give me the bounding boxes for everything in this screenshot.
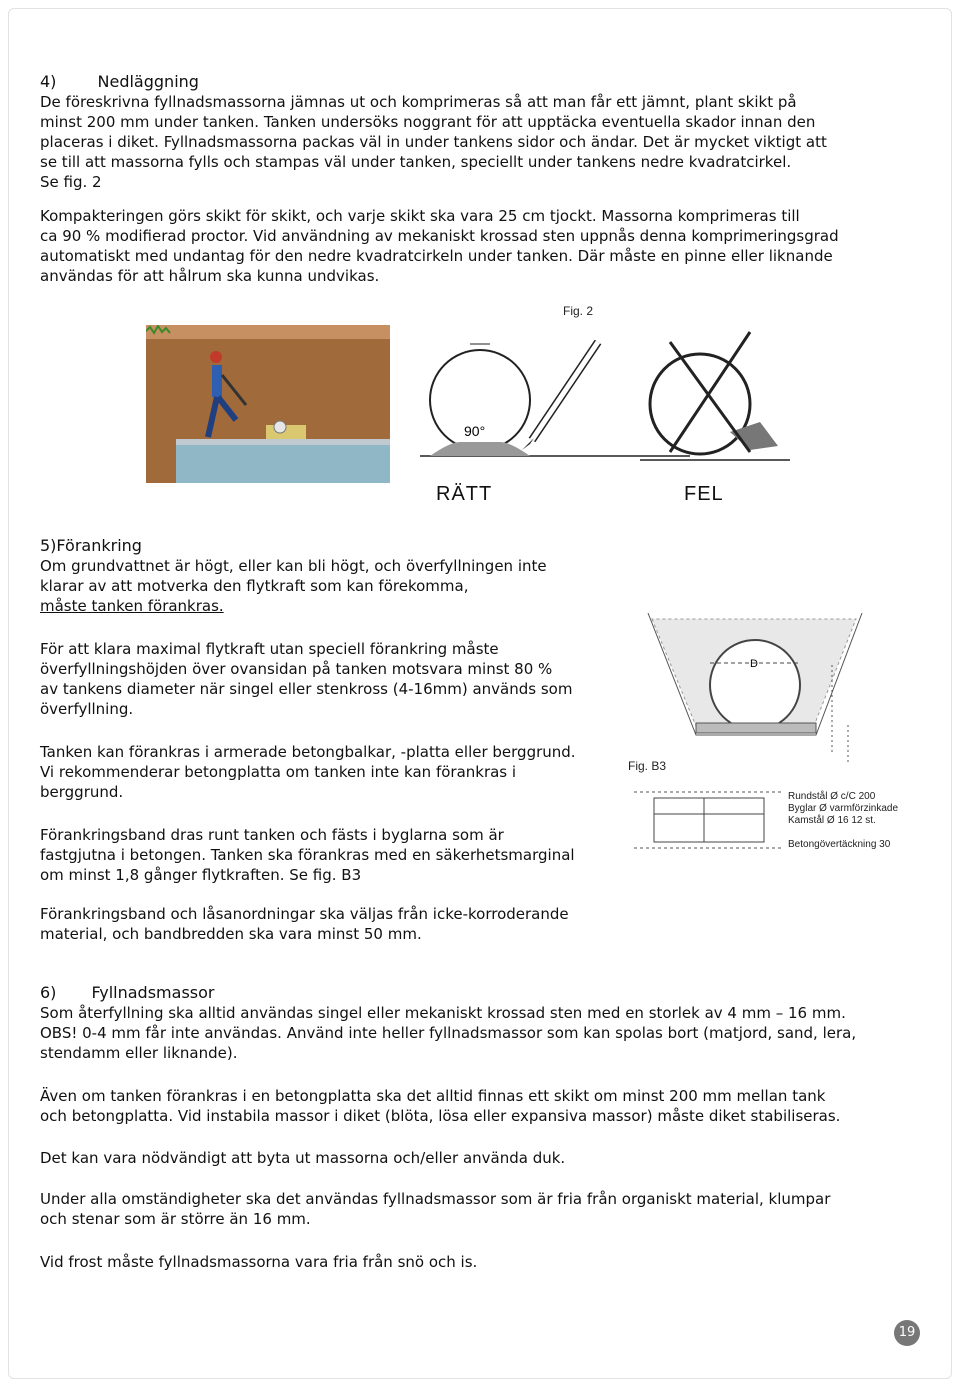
note-line: Byglar Ø varmförzinkade [788, 803, 899, 814]
section-4-number: 4) [40, 72, 57, 91]
anchoring-detail-diagram [634, 784, 784, 856]
text-line: Som återfyllning ska alltid användas singel eller mekaniskt krossad sten med en storlek av 4 mm – 16 mm. [40, 1004, 846, 1022]
text-line: De föreskrivna fyllnadsmassorna jämnas ut och komprimeras så att man får ett jämnt, plant skikt på [40, 93, 797, 111]
diameter-label: D [750, 658, 758, 670]
section-4-title: Nedläggning [97, 72, 199, 91]
text-line: automatiskt med undantag för den nedre kvadratcirkeln under tanken. Där måste en pinne eller liknande [40, 247, 833, 265]
text-line: material, och bandbredden ska vara minst 50 mm. [40, 925, 422, 943]
section-4-paragraph-1 [40, 92, 827, 192]
section-5-paragraph-3 [40, 742, 576, 802]
text-line: Under alla omständigheter ska det användas fyllnadsmassor som är fria från organiskt material, klumpar [40, 1190, 831, 1208]
section-5-title: 5)Förankring [40, 536, 142, 555]
angle-label: 90° [464, 423, 486, 439]
text-line: klarar av att motverka den flytkraft som kan förekomma, [40, 577, 469, 595]
text-line: Även om tanken förankras i en betongplatta ska det alltid finnas ett skikt om minst 200 mm mellan tank [40, 1087, 826, 1105]
fig-b3-cover-note: Betongövertäckning 30 [788, 839, 891, 850]
section-5-paragraph-5 [40, 904, 569, 944]
text-line: minst 200 mm under tanken. Tanken undersöks noggrant för att upptäcka eventuella skador innan den [40, 113, 816, 131]
text-line: överfyllning. [40, 700, 134, 718]
text-line: Om grundvattnet är högt, eller kan bli högt, och överfyllningen inte [40, 557, 547, 575]
section-5-paragraph-2 [40, 639, 572, 719]
section-4-paragraph-2 [40, 206, 839, 286]
correct-label: RÄTT [436, 483, 493, 505]
text-line: om minst 1,8 gånger flytkraften. Se fig. B3 [40, 866, 362, 884]
text-line: och stenar som är större än 16 mm. [40, 1210, 311, 1228]
compaction-illustration [146, 325, 390, 483]
page-number-badge: 19 [894, 1320, 920, 1346]
section-6-title: Fyllnadsmassor [91, 983, 215, 1002]
text-line: Vi rekommenderar betongplatta om tanken inte kan förankras i [40, 763, 517, 781]
section-6-paragraph-3: Det kan vara nödvändigt att byta ut massorna och/eller använda duk. [40, 1149, 566, 1167]
anchoring-cross-section-diagram [640, 605, 870, 765]
text-line: och betongplatta. Vid instabila massor i diket (blöta, lösa eller expansiva massor) måste diket stabiliseras. [40, 1107, 841, 1125]
text-line: Förankringsband dras runt tanken och fästs i byglarna som är [40, 826, 504, 844]
wrong-label: FEL [684, 483, 724, 505]
fig-2-label: Fig. 2 [563, 304, 594, 318]
section-6-paragraph-4 [40, 1189, 830, 1229]
section-6-number: 6) [40, 983, 57, 1002]
text-line: Se fig. 2 [40, 173, 102, 191]
text-line: av tankens diameter när singel eller stenkross (4-16mm) används som [40, 680, 573, 698]
section-6-paragraph-5: Vid frost måste fyllnadsmassorna vara fria från snö och is. [40, 1253, 478, 1271]
section-6-paragraph-2 [40, 1086, 840, 1126]
text-line: användas för att hålrum ska kunna undvikas. [40, 267, 380, 285]
text-line: För att klara maximal flytkraft utan speciell förankring måste [40, 640, 499, 658]
text-line: se till att massorna fylls och stampas väl under tanken, speciellt under tankens nedre kvadratcirkel. [40, 153, 792, 171]
note-line: Kamstål Ø 16 12 st. [788, 815, 876, 826]
text-line: Kompakteringen görs skikt för skikt, och varje skikt ska vara 25 cm tjockt. Massorna komprimeras till [40, 207, 800, 225]
text-line: berggrund. [40, 783, 124, 801]
fig-b3-notes [788, 791, 898, 827]
text-line: överfyllningshöjden över ovansidan på tanken motsvara minst 80 % [40, 660, 553, 678]
text-line: ca 90 % modifierad proctor. Vid användning av mekaniskt krossad sten uppnås denna komprimeringsgrad [40, 227, 839, 245]
note-line: Rundstål Ø c/C 200 [788, 791, 876, 802]
text-line: stendamm eller liknande). [40, 1044, 238, 1062]
section-6-heading [40, 983, 214, 1003]
fig-b3-label: Fig. B3 [628, 759, 667, 773]
text-line: fastgjutna i betongen. Tanken ska förankras med en säkerhetsmarginal [40, 846, 575, 864]
section-5-paragraph-4 [40, 825, 575, 885]
text-line: placeras i diket. Fyllnadsmassorna packas väl in under tankens sidor och ändar. Det är mycket viktigt att [40, 133, 827, 151]
section-5-paragraph-1 [40, 556, 547, 616]
text-line: Tanken kan förankras i armerade betongbalkar, -platta eller berggrund. [40, 743, 576, 761]
text-line: OBS! 0-4 mm får inte användas. Använd inte heller fyllnadsmassor som kan spolas bort (matjord, sand, lera, [40, 1024, 857, 1042]
wrong-bedding-diagram [640, 322, 790, 472]
text-line: Förankringsband och låsanordningar ska väljas från icke-korroderande [40, 905, 569, 923]
section-6-paragraph-1 [40, 1003, 856, 1063]
section-4-heading [40, 72, 199, 92]
anchoring-required-text: måste tanken förankras. [40, 597, 224, 615]
